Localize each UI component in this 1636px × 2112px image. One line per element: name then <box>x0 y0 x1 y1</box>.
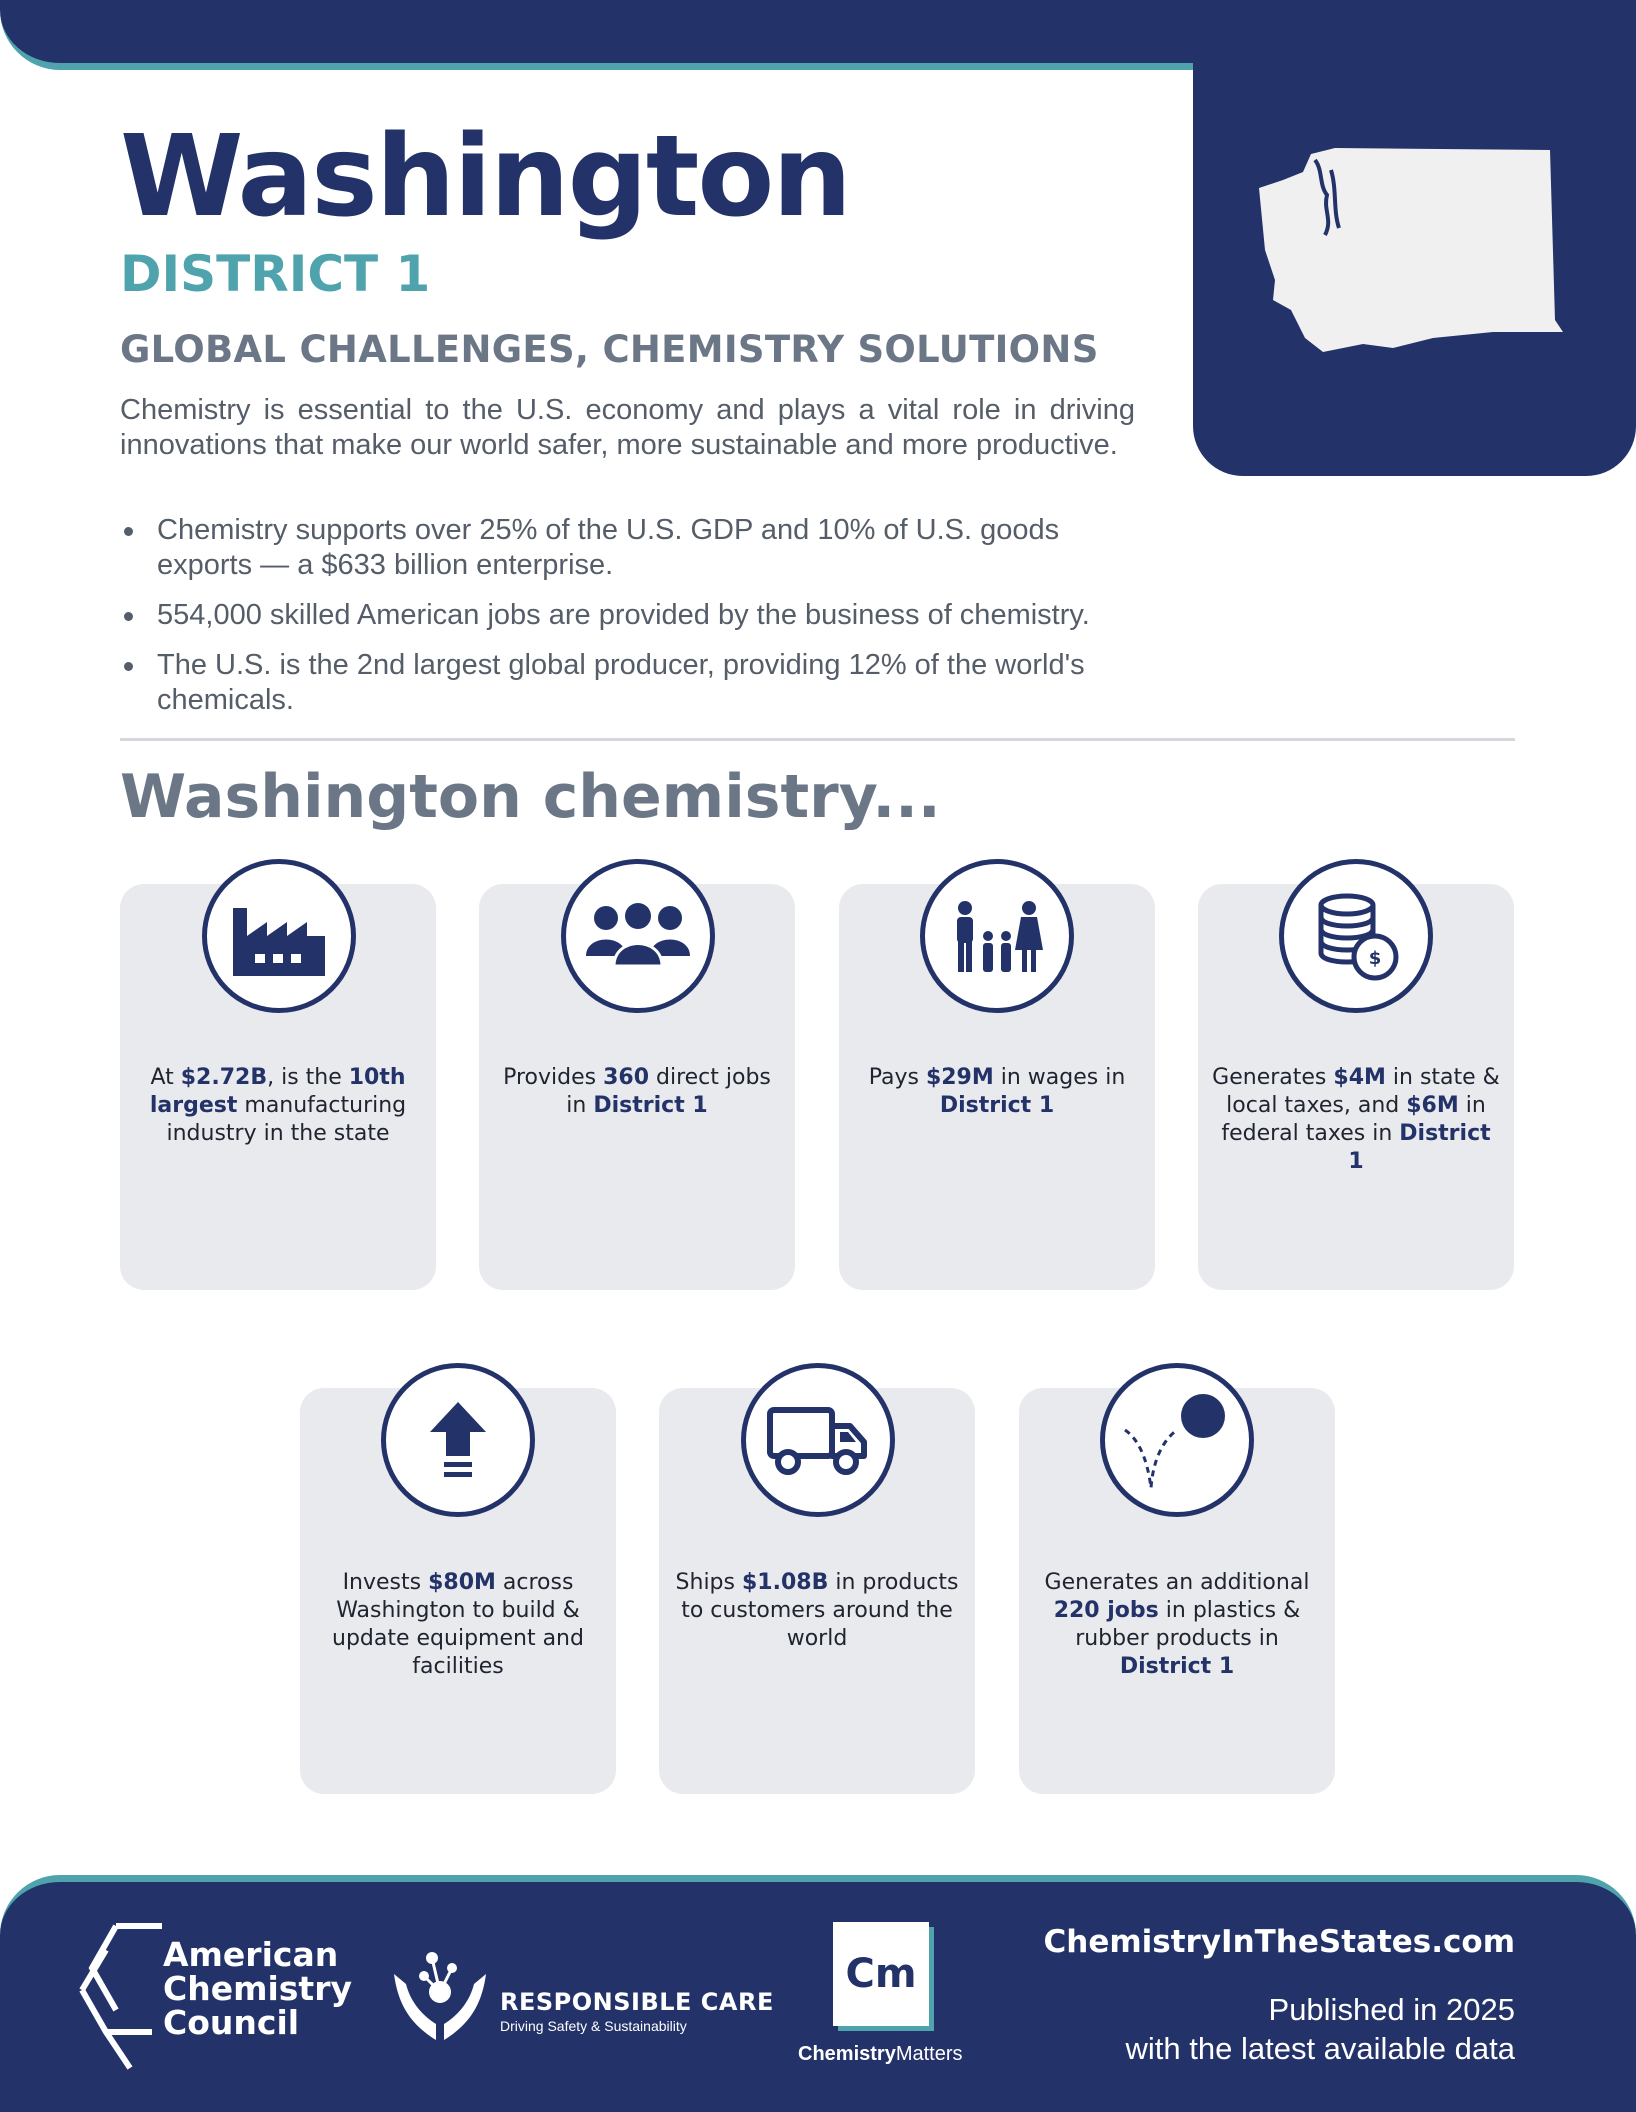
acc-logo-text <box>163 1935 352 2042</box>
stat-text-part: Invests <box>342 1570 429 1595</box>
stat-text-part: Generates an additional <box>1044 1570 1310 1595</box>
stat-text-part: Ships <box>675 1570 742 1595</box>
cm-label-bold: Chemistry <box>798 2043 896 2065</box>
up-arrow-icon <box>381 1363 535 1517</box>
acc-hexagon-logo <box>72 1920 172 2070</box>
bouncing-ball-icon <box>1100 1363 1254 1517</box>
stat-text-part: direct jobs in <box>566 1065 771 1118</box>
website-link[interactable]: ChemistryInTheStates.com <box>1043 1924 1515 1960</box>
cm-label-rest: Matters <box>895 2043 963 2065</box>
published-note <box>1126 1990 1515 2068</box>
stat-highlight: $4M <box>1333 1065 1386 1090</box>
chemistry-matters-label <box>798 2043 963 2066</box>
acc-line: Council <box>163 2003 300 2042</box>
stat-text-part: in plastics & rubber products in <box>1075 1598 1301 1651</box>
stat-text-part: in products to customers around the world <box>681 1570 959 1651</box>
stat-highlight: $6M <box>1406 1093 1459 1118</box>
stat-highlight: District 1 <box>1348 1121 1491 1174</box>
stat-text <box>313 1569 603 1681</box>
washington-state-map <box>1253 140 1573 360</box>
list-item: Chemistry supports over 25% of the U.S. GDP and 10% of U.S. goods exports — a $633 billion enterprise. <box>120 513 1160 583</box>
acc-line: American <box>163 1935 339 1974</box>
stat-text-part: in wages in <box>993 1065 1126 1090</box>
stat-highlight: District 1 <box>593 1093 708 1118</box>
state-map-panel <box>1193 0 1636 476</box>
stat-text <box>1032 1569 1322 1681</box>
responsible-care-title: RESPONSIBLE CARE <box>500 1988 774 2016</box>
chemistry-matters-logo: Cm <box>833 1922 929 2026</box>
stat-highlight: $2.72B <box>180 1065 268 1090</box>
factory-icon <box>202 859 356 1013</box>
list-item: The U.S. is the 2nd largest global producer, providing 12% of the world's chemicals. <box>120 648 1160 718</box>
section-heading: GLOBAL CHALLENGES, CHEMISTRY SOLUTIONS <box>120 328 1099 371</box>
stat-text-part: across Washington to build & update equipment and facilities <box>332 1570 584 1679</box>
responsible-care-subtitle: Driving Safety & Sustainability <box>500 2018 687 2034</box>
published-line: with the latest available data <box>1125 2031 1515 2066</box>
stat-text <box>1211 1064 1501 1176</box>
stat-highlight: $1.08B <box>741 1570 829 1595</box>
stat-text-part: Pays <box>868 1065 926 1090</box>
divider <box>120 738 1515 741</box>
stat-text <box>133 1064 423 1148</box>
chemistry-heading: Washington chemistry... <box>120 762 941 832</box>
family-icon <box>920 859 1074 1013</box>
stat-text <box>492 1064 782 1120</box>
key-facts-list <box>120 513 1160 733</box>
stat-text-part: in federal taxes in <box>1221 1093 1486 1146</box>
stat-text-part: in state & local taxes, and <box>1226 1065 1500 1118</box>
coins-icon <box>1279 859 1433 1013</box>
stat-highlight: 220 jobs <box>1053 1598 1159 1623</box>
stat-text-part: Generates <box>1212 1065 1334 1090</box>
stat-highlight: $80M <box>428 1570 496 1595</box>
stat-highlight: $29M <box>925 1065 994 1090</box>
stat-text-part: manufacturing industry in the state <box>166 1093 407 1146</box>
stat-text-part: Provides <box>503 1065 604 1090</box>
truck-icon <box>741 1363 895 1517</box>
stat-highlight: District 1 <box>939 1093 1055 1118</box>
district-title: DISTRICT 1 <box>120 245 431 303</box>
stat-text <box>672 1569 962 1653</box>
stat-text <box>852 1064 1142 1120</box>
list-item: 554,000 skilled American jobs are provided by the business of chemistry. <box>120 598 1160 633</box>
stat-text-part: At <box>150 1065 181 1090</box>
svg-text:$: $ <box>1368 948 1382 969</box>
state-title: Washington <box>120 112 851 242</box>
stat-text-part: , is the <box>267 1065 349 1090</box>
intro-paragraph: Chemistry is essential to the U.S. economy and plays a vital role in driving innovations that make our world safer, more sustainable and more productive. <box>120 394 1135 461</box>
responsible-care-hands-icon <box>390 1944 490 2044</box>
stat-highlight: 10th largest <box>149 1065 406 1118</box>
stat-highlight: District 1 <box>1119 1654 1235 1679</box>
stat-highlight: 360 <box>603 1065 650 1090</box>
acc-line: Chemistry <box>163 1969 352 2008</box>
published-line: Published in 2025 <box>1268 1992 1515 2027</box>
people-group-icon <box>561 859 715 1013</box>
